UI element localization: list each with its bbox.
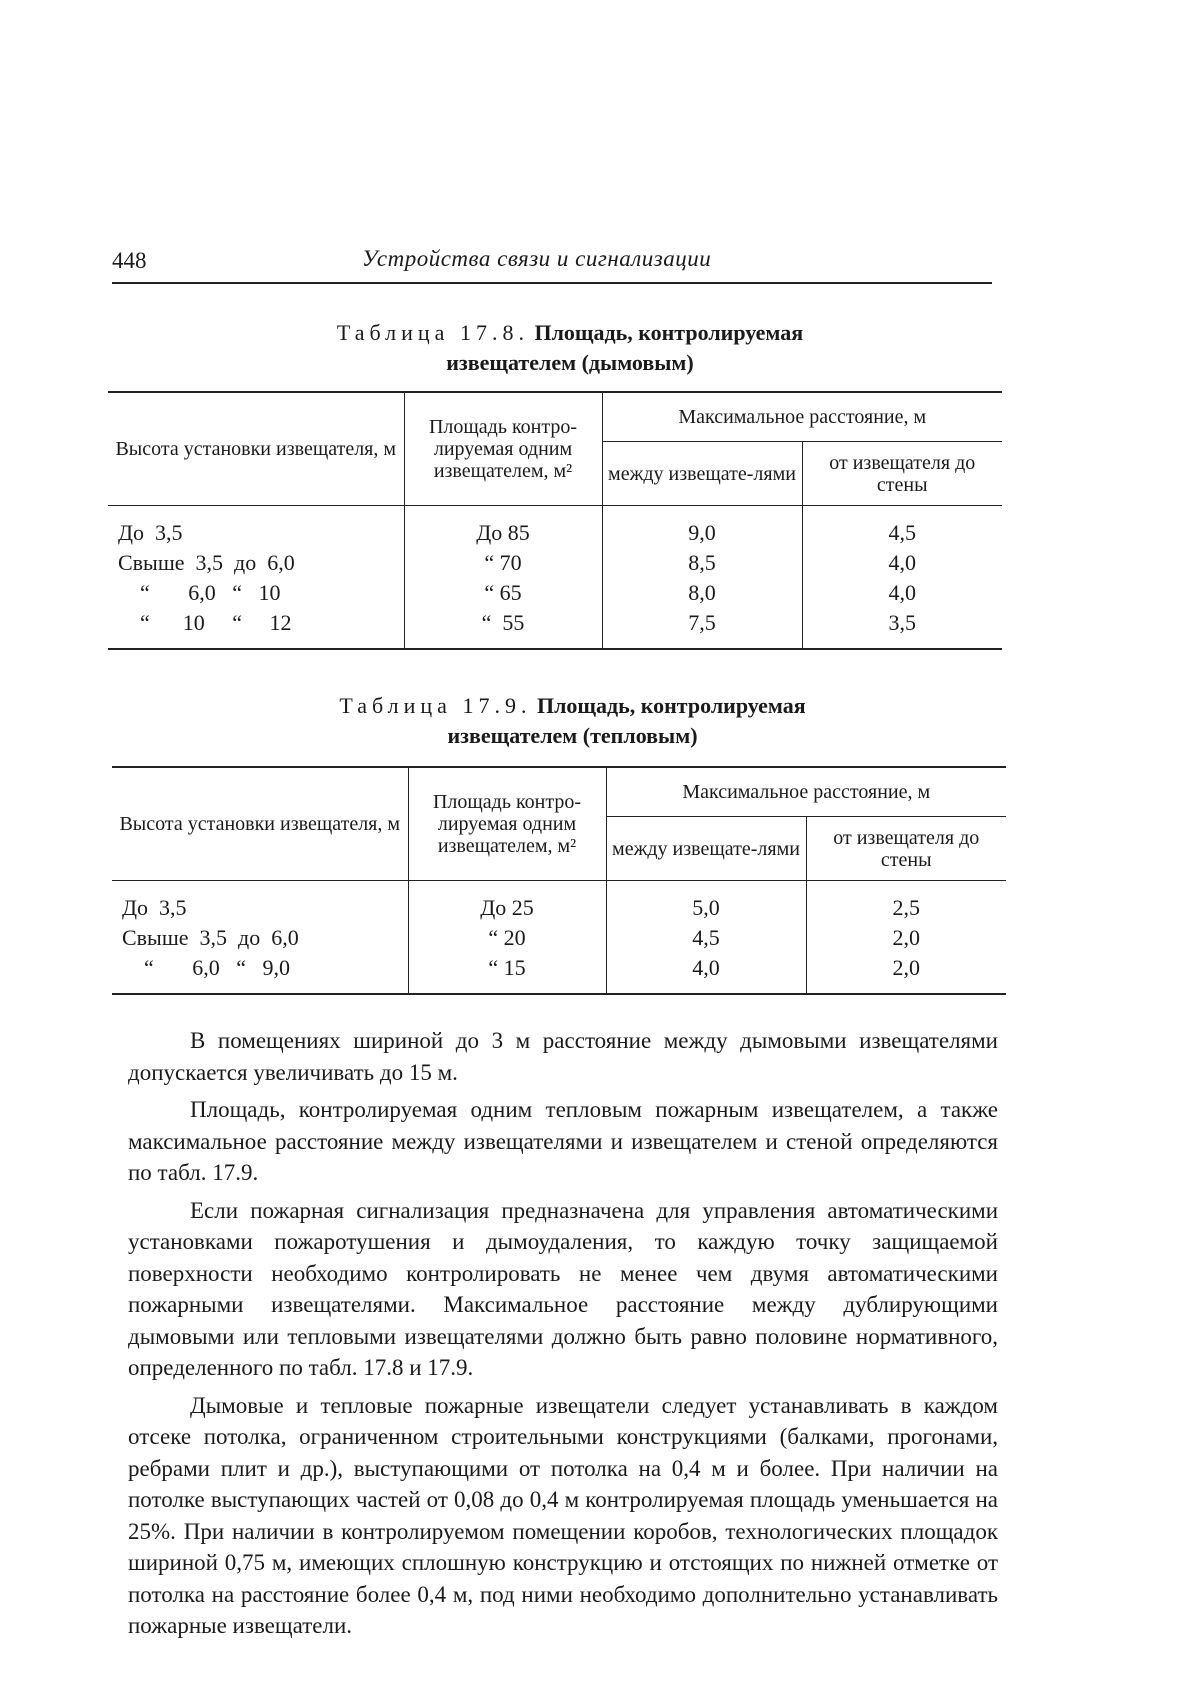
table-17-8-label: Таблица 17.8.: [336, 320, 529, 345]
table-17-8-title-line2: извещателем (дымовым): [446, 350, 694, 375]
cell: 2,0: [892, 925, 920, 950]
body-text: [128, 1025, 998, 1648]
cell: 4,5: [888, 520, 916, 545]
cell: Свыше 3,5 до 6,0: [122, 925, 299, 950]
cell: 7,5: [688, 610, 716, 635]
table-17-9-title-line2: извещателем (тепловым): [447, 723, 698, 748]
cell: До 3,5: [122, 895, 187, 920]
table-17-9-label: Таблица 17.9.: [339, 693, 532, 718]
column-between-values: [602, 506, 802, 650]
cell: До 25: [480, 895, 534, 920]
cell: 4,0: [888, 550, 916, 575]
table-17-9-title-line1: Площадь, контролируемая: [536, 693, 806, 718]
table-17-9: [112, 766, 1006, 995]
column-wall-values: [802, 506, 1002, 650]
paragraph: Дымовые и тепловые пожарные извещатели следует устанавливать в каждом отсеке потолка, ограниченном строительными конструкциями (балками, прогонами, ребрами плит и др.), выступающими от потолка на 0,4 м и более. При наличии на потолке выступающих частей от 0,08 до 0,4 м контролируемая площадь уменьшается на 25%. При наличии в контролируемом помещении коробов, технологических площадок шириной 0,75 м, имеющих сплошную конструкцию и отстоящих по нижней отметке от потолка на расстояние более 0,4 м, под ними необходимо дополнительно устанавливать пожарные извещатели.: [128, 1392, 998, 1638]
cell: “ 6,0 “ 10: [118, 580, 281, 605]
paragraph: Если пожарная сигнализация предназначена для управления автоматическими установками пожаротушения и дымоудаления, то каждую точку защищаемой поверхности необходимо контролировать не менее чем двумя автоматическими пожарными извещателями. Максимальное расстояние между дублирующими дымовыми или тепловыми извещателями должно быть равно половине нормативного, определенного по табл. 17.8 и 17.9.: [128, 1197, 998, 1380]
table-17-8-caption: [200, 318, 940, 378]
cell: 5,0: [692, 895, 720, 920]
cell: 2,5: [892, 895, 920, 920]
cell: “ 65: [484, 580, 522, 605]
cell: 8,5: [688, 550, 716, 575]
cell: 2,0: [892, 955, 920, 980]
table-17-8-title-line1: Площадь, контролируемая: [534, 320, 804, 345]
header-to-wall: от извещателя до стены: [802, 442, 1002, 506]
cell: 4,0: [888, 580, 916, 605]
cell: “ 55: [481, 610, 525, 635]
cell: “ 20: [488, 925, 526, 950]
column-area-values: [408, 881, 606, 995]
header-height: Высота установки извещателя, м: [112, 767, 408, 881]
column-height-values: [108, 506, 404, 650]
header-height: Высота установки извещателя, м: [108, 392, 404, 506]
paragraph: В помещениях шириной до 3 м расстояние между дымовыми извещателями допускается увеличивать до 15 м.: [128, 1028, 998, 1085]
header-to-wall: от извещателя до стены: [806, 817, 1006, 881]
cell: “ 10 “ 12: [118, 610, 292, 635]
cell: “ 6,0 “ 9,0: [122, 955, 291, 980]
header-max-distance: Максимальное расстояние, м: [606, 767, 1006, 817]
table-17-9-caption: [200, 691, 945, 751]
cell: 4,5: [692, 925, 720, 950]
page-header: [112, 242, 992, 284]
cell: Свыше 3,5 до 6,0: [118, 550, 295, 575]
header-between-detectors: между извещате-лями: [602, 442, 802, 506]
cell: 4,0: [692, 955, 720, 980]
table-17-8: [108, 391, 1002, 650]
header-max-distance: Максимальное расстояние, м: [602, 392, 1002, 442]
header-area: Площадь контро-лируемая одним извещателем, м²: [408, 767, 606, 881]
cell: До 85: [476, 520, 530, 545]
cell: “ 70: [484, 550, 522, 575]
cell: 9,0: [688, 520, 716, 545]
column-wall-values: [806, 881, 1006, 995]
column-between-values: [606, 881, 806, 995]
header-area: Площадь контро-лируемая одним извещателем, м²: [404, 392, 602, 506]
cell: “ 15: [488, 955, 526, 980]
column-area-values: [404, 506, 602, 650]
cell: 8,0: [688, 580, 716, 605]
running-title: Устройства связи и сигнализации: [362, 246, 712, 271]
paragraph: Площадь, контролируемая одним тепловым пожарным извещателем, а также максимальное расстояние между извещателями и извещателем и стеной определяются по табл. 17.9.: [128, 1097, 998, 1185]
column-height-values: [112, 881, 408, 995]
cell: До 3,5: [118, 520, 183, 545]
cell: 3,5: [888, 610, 916, 635]
header-between-detectors: между извещате-лями: [606, 817, 806, 881]
page-number: 448: [112, 248, 147, 273]
